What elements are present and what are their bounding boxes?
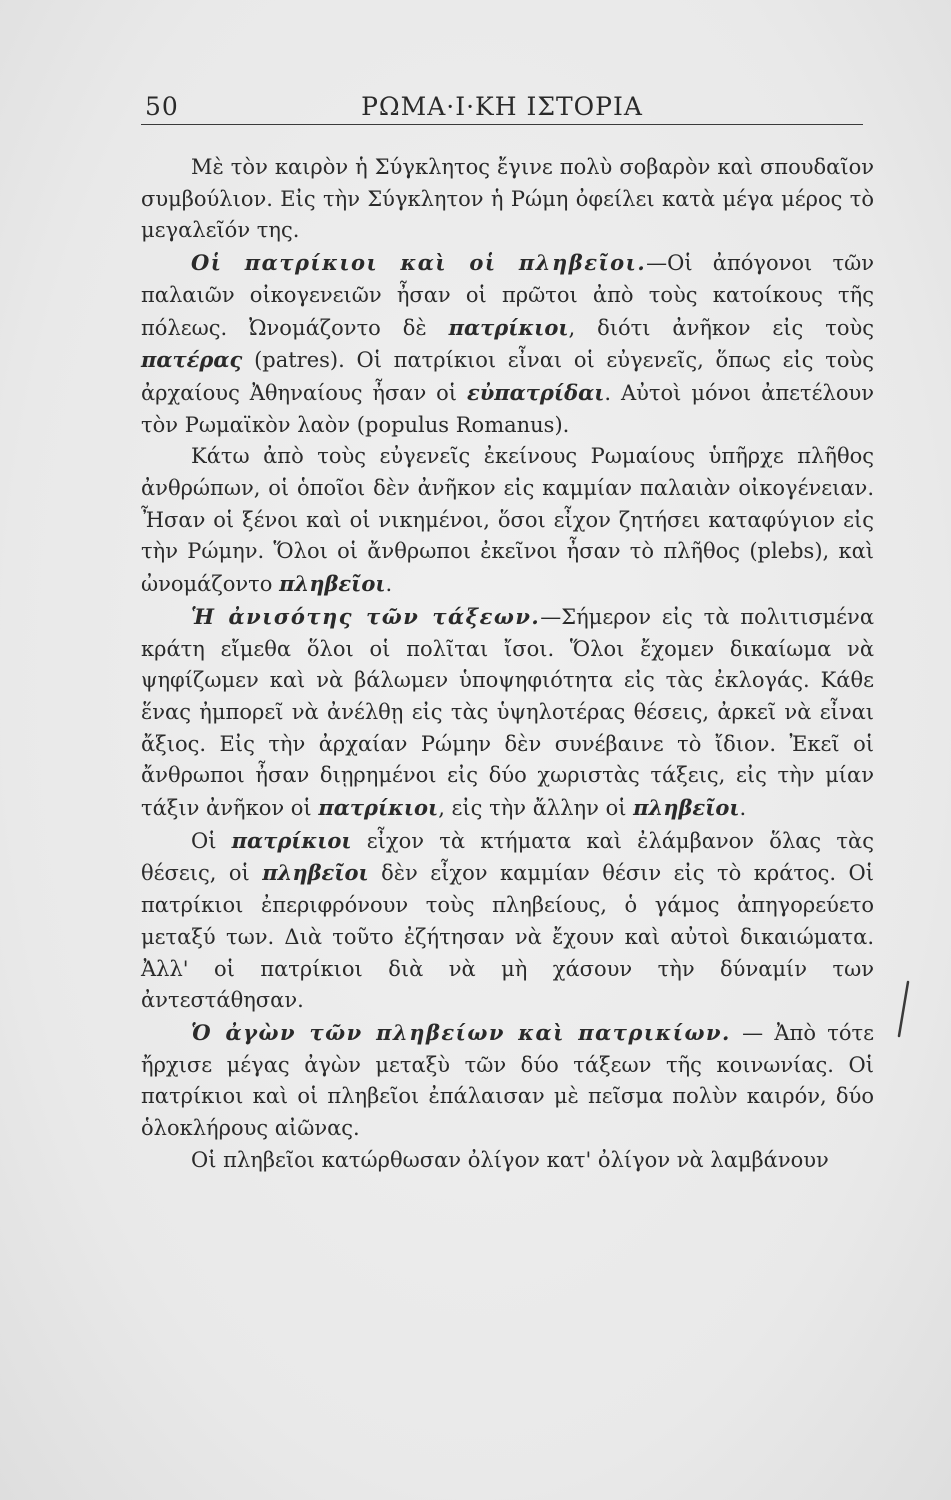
paragraph-plebs: Κάτω ἀπὸ τοὺς εὐγενεῖς ἐκείνους Ρωμαίους ὑπῆρχε πλῆθος ἀνθρώπων, οἱ ὁποῖοι δὲν ἀνῆκον εἰς καμμίαν παλαιὰν οἰκογένειαν. Ἦσαν οἱ ξένοι καὶ οἱ νικημένοι, ὅσοι εἶχον ζητήσει καταφύγιον εἰς τὴν Ρώμην. Ὅλοι οἱ ἄνθρωποι ἐκεῖνοι ἦσαν τὸ πλῆθος (plebs), καὶ ὠνομάζοντο πληβεῖοι. — [141, 444, 874, 597]
emphasis-term: πατρίκιοι — [231, 827, 352, 853]
pencil-mark-icon — [893, 980, 913, 1040]
emphasis-term: πατρίκιοι — [448, 314, 569, 340]
page-header — [141, 88, 863, 125]
paragraph-continuation: Οἱ πληβεῖοι κατώρθωσαν ὀλίγον κατ' ὀλίγον νὰ λαμβάνουν — [191, 1147, 829, 1172]
emphasis-term: πληβεῖοι — [262, 860, 369, 886]
paragraph-struggle: Ὁ ἀγὼν τῶν πληβείων καὶ πατρικίων. — Ἀπὸ τότε ἤρχισε μέγας ἀγὼν μεταξὺ τῶν δύο τάξεων τῆς κοινωνίας. Οἱ πατρίκιοι καὶ οἱ πληβεῖοι ἐπάλαισαν μὲ πεῖσμα πολὺν καιρόν, δύο ὁλοκλήρους αἰῶνας. — [141, 1019, 874, 1141]
section-heading: Ἡ ἀνισότης τῶν τάξεων. — [191, 603, 541, 629]
section-heading: Ὁ ἀγὼν τῶν πληβείων καὶ πατρικίων. — [191, 1019, 731, 1045]
body-text — [141, 152, 874, 1177]
running-title: ΡΩΜΑ·Ι·ΚΗ ΙΣΤΟΡΙΑ — [361, 92, 643, 121]
emphasis-term: πληβεῖοι — [279, 571, 386, 597]
emphasis-term: εὐπατρίδαι — [466, 379, 605, 405]
page-number: 50 — [145, 92, 179, 121]
emphasis-term: πληβεῖοι — [633, 795, 740, 821]
paragraph-patricians-plebeians: Οἱ πατρίκιοι καὶ οἱ πληβεῖοι.—Οἱ ἀπόγονοι τῶν παλαιῶν οἰκογενειῶν ἦσαν οἱ πρῶτοι ἀπὸ τοὺς κατοίκους τῆς πόλεως. Ὠνομάζοντο δὲ πατρίκιοι, διότι ἀνῆκον εἰς τοὺς πατέρας (patres). Οἱ πατρίκιοι εἶναι οἱ εὐγενεῖς, ὅπως εἰς τοὺς ἀρχαίους Ἀθηναίους ἦσαν οἱ εὐπατρίδαι. Αὐτοὶ μόνοι ἀπετέλουν τὸν Ρωμαϊκὸν λαὸν (populus Romanus). — [141, 250, 874, 437]
paragraph-inequality: Ἡ ἀνισότης τῶν τάξεων.—Σήμερον εἰς τὰ πολιτισμένα κράτη εἴμεθα ὅλοι οἱ πολῖται ἴσοι. Ὅλοι ἔχομεν δικαίωμα νὰ ψηφίζωμεν καὶ νὰ βάλωμεν ὑποψηφιότητα εἰς τὰς ἐκλογάς. Κάθε ἕνας ἠμπορεῖ νὰ ἀνέλθῃ εἰς τὰς ὑψηλοτέρας θέσεις, ἀρκεῖ νὰ εἶναι ἄξιος. Εἰς τὴν ἀρχαίαν Ρώμην δὲν συνέβαινε τὸ ἴδιον. Ἐκεῖ οἱ ἄνθρωποι ἦσαν διῃρημένοι εἰς δύο χωριστὰς τάξεις, εἰς τὴν μίαν τάξιν ἀνῆκον οἱ πατρίκιοι, εἰς τὴν ἄλλην οἱ πληβεῖοι. — [141, 603, 875, 821]
emphasis-term: πατρίκιοι — [318, 795, 439, 821]
paragraph-privileges: Οἱ πατρίκιοι εἶχον τὰ κτήματα καὶ ἐλάμβανον ὅλας τὰς θέσεις, οἱ πληβεῖοι δὲν εἶχον καμμίαν θέσιν εἰς τὸ κράτος. Οἱ πατρίκιοι ἐπεριφρόνουν τοὺς πληβείους, ὁ γάμος ἀπηγορεύετο μεταξύ των. Διὰ τοῦτο ἐζήτησαν νὰ ἔχουν καὶ αὐτοὶ δικαιώματα. Ἀλλ' οἱ πατρίκιοι διὰ νὰ μὴ χάσουν τὴν δύναμίν των ἀντεστάθησαν. — [141, 827, 874, 1013]
section-heading: Οἱ πατρίκιοι καὶ οἱ πληβεῖοι. — [191, 250, 647, 276]
paragraph-senate: Μὲ τὸν καιρὸν ἡ Σύγκλητος ἔγινε πολὺ σοβαρὸν καὶ σπουδαῖον συμβούλιον. Εἰς τὴν Σύγκλητον ἡ Ρώμη ὀφείλει κατὰ μέγα μέρος τὸ μεγαλεῖόν της. — [141, 155, 874, 243]
emphasis-term: πατέρας — [141, 347, 243, 373]
